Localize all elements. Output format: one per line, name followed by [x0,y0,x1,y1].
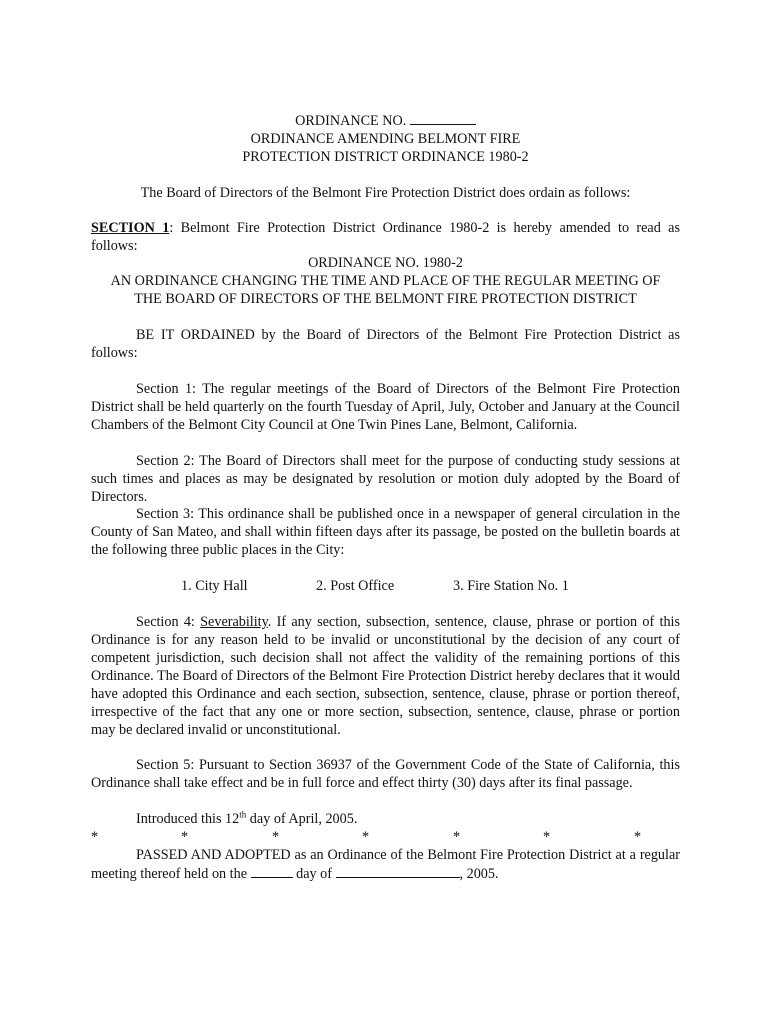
amended-ordinance-number: ORDINANCE NO. 1980-2 [308,255,463,272]
section-4-text: . If any section, subsection, sentence, clause, phrase or portion of this Ordinance is for any reason held to be invalid or unconstitutional by the decision of any court of competent jurisdiction, such decision shall not affect the validity of the remaining portions of this Ordinance. The Board of Directors of the Belmont Fire Protection District hereby declares that it would have adopted this Ordinance and each section, subsection, sentence, clause, phrase or portion thereof, irrespective of the fact that any one or more section, subsection, sentence, clause, phrase or portion may be declared invalid or unconstitutional. [91,614,681,738]
passed-adopted-paragraph [91,847,680,884]
amended-title-line-2: THE BOARD OF DIRECTORS OF THE BELMONT FIRE PROTECTION DISTRICT [134,291,637,308]
public-place-item: 2. Post Office [316,578,395,595]
section-3-paragraph: Section 3: This ordinance shall be published once in a newspaper of general circulation in the County of San Mateo, and shall within fifteen days after its passage, be posted on the bulletin boards at the following three public places in the City: [91,506,680,559]
section-4-heading: Severability [200,614,268,631]
section-1-meetings-paragraph: Section 1: The regular meetings of the Board of Directors of the Belmont Fire Protection District shall be held quarterly on the fourth Tuesday of April, July, October and January at the Council Chambers of the Belmont City Council at One Twin Pines Lane, Belmont, California. [91,380,680,433]
introduced-line [91,811,680,829]
ordinance-title-line-1: ORDINANCE AMENDING BELMONT FIRE [250,130,521,147]
separator-stars [91,829,680,847]
separator-star: * [453,829,461,846]
separator-star: * [362,829,370,846]
ordinance-number-label: ORDINANCE NO. [295,113,407,129]
separator-star: * [634,829,642,846]
section-4-paragraph [91,614,680,739]
section-1-paragraph [91,220,680,256]
introduced-superscript: th [239,809,247,820]
separator-star: * [181,829,189,846]
separator-star: * [543,829,551,846]
month-blank [336,865,460,878]
public-places-list [91,578,680,596]
introduced-prefix: Introduced this 12 [136,811,240,828]
ordinance-number-blank [410,112,476,125]
be-it-ordained-paragraph: BE IT ORDAINED by the Board of Directors of the Belmont Fire Protection District as follows: [91,327,680,362]
amended-title-line-1: AN ORDINANCE CHANGING THE TIME AND PLACE OF THE REGULAR MEETING OF [110,273,661,290]
section-1-colon: : [169,219,174,236]
passed-text-1: PASSED AND ADOPTED as an Ordinance of the Belmont Fire Protection District at a regular meeting thereof held on the [91,847,680,883]
public-place-item: 1. City Hall [181,578,248,595]
public-place-item: 3. Fire Station No. 1 [453,578,569,595]
section-5-paragraph: Section 5: Pursuant to Section 36937 of the Government Code of the State of California, this Ordinance shall take effect and be in full force and effect thirty (30) days after its final passage. [91,757,680,792]
passed-text-2: day of [292,866,336,883]
day-blank [251,865,293,878]
introduced-suffix: day of April, 2005. [246,811,358,828]
intro-paragraph: The Board of Directors of the Belmont Fire Protection District does ordain as follows: [140,184,631,201]
section-1-label: SECTION 1 [91,219,170,236]
passed-text-3: , 2005. [459,866,499,883]
section-2-paragraph: Section 2: The Board of Directors shall meet for the purpose of conducting study sessions at such times and places as may be designated by resolution or motion duly adopted by the Board of Directors. [91,452,680,505]
ordinance-page [91,112,680,884]
section-1-text: Belmont Fire Protection District Ordinance 1980-2 is hereby amended to read as follows: [91,219,680,254]
separator-star: * [91,829,99,846]
section-4-prefix: Section 4: [136,614,201,631]
ordinance-title-line-2: PROTECTION DISTRICT ORDINANCE 1980-2 [242,148,529,165]
ordinance-number-line [91,112,680,131]
separator-star: * [272,829,280,846]
